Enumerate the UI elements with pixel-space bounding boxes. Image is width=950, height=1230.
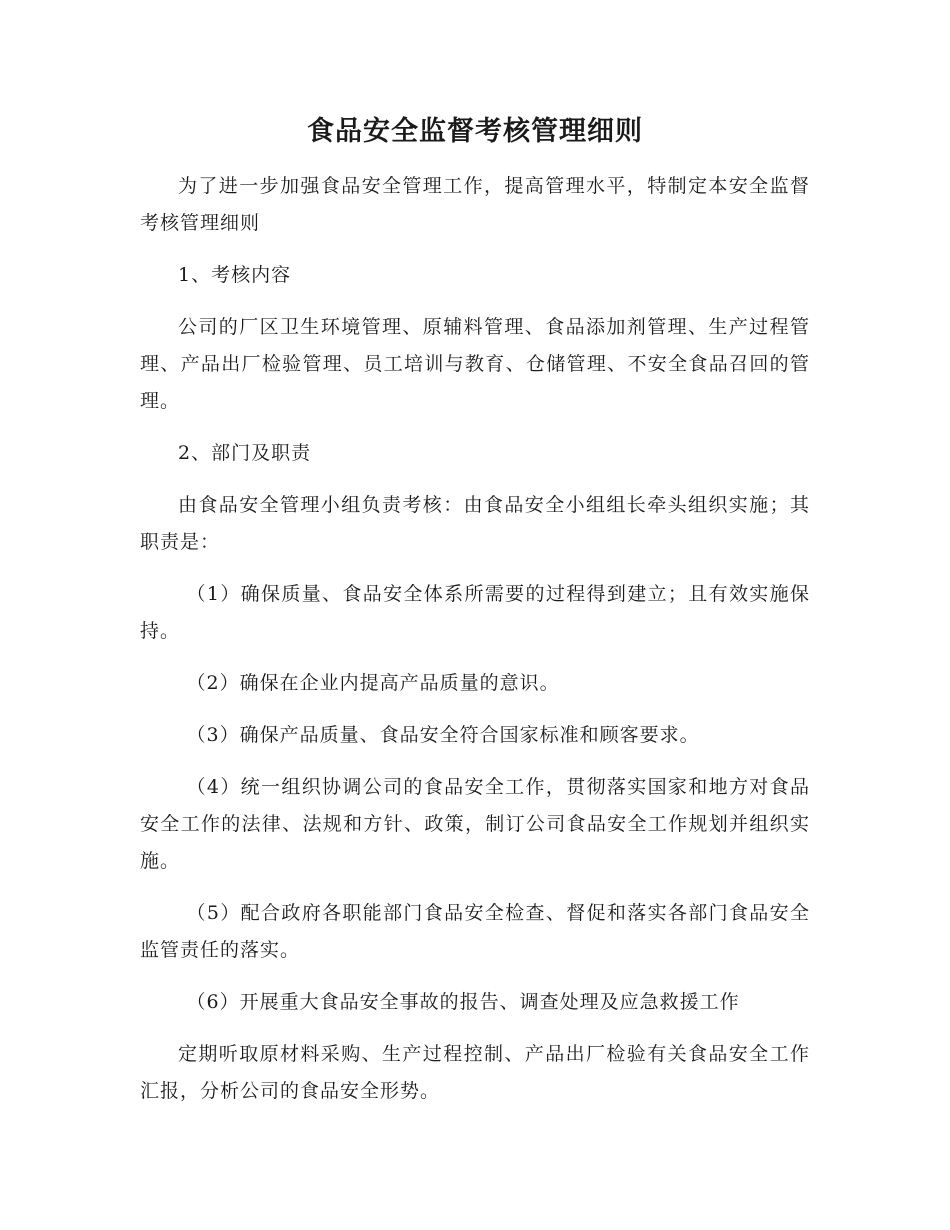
duty-item-3: （3）确保产品质量、食品安全符合国家标准和顾客要求。 [186,724,700,746]
duty-item-2: （2）确保在企业内提高产品质量的意识。 [186,672,560,694]
section-heading-assessment-content: 1、考核内容 [178,264,292,286]
duty-item-6: （6）开展重大食品安全事故的报告、调查处理及应急救援工作 [186,991,740,1013]
closing-paragraph: 定期听取原材料采购、生产过程控制、产品出厂检验有关食品安全工作汇报，分析公司的食品安全形势。 [140,1043,810,1102]
duty-item-5: （5）配合政府各职能部门食品安全检查、督促和落实各部门食品安全监管责任的落实。 [140,902,810,961]
duty-item-4: （4）统一组织协调公司的食品安全工作，贯彻落实国家和地方对食品安全工作的法律、法规和方针、政策，制订公司食品安全工作规划并组织实施。 [140,776,810,872]
duties-intro-paragraph: 由食品安全管理小组负责考核：由食品安全小组组长牵头组织实施；其职责是： [140,494,810,553]
duty-item-1: （1）确保质量、食品安全体系所需要的过程得到建立；且有效实施保持。 [140,583,810,642]
assessment-content-paragraph: 公司的厂区卫生环境管理、原辅料管理、食品添加剂管理、生产过程管理、产品出厂检验管理、员工培训与教育、仓储管理、不安全食品召回的管理。 [140,316,810,412]
section-heading-departments-duties: 2、部门及职责 [178,442,312,464]
document-title: 食品安全监督考核管理细则 [307,116,643,147]
intro-paragraph: 为了进一步加强食品安全管理工作，提高管理水平，特制定本安全监督考核管理细则 [140,175,810,234]
